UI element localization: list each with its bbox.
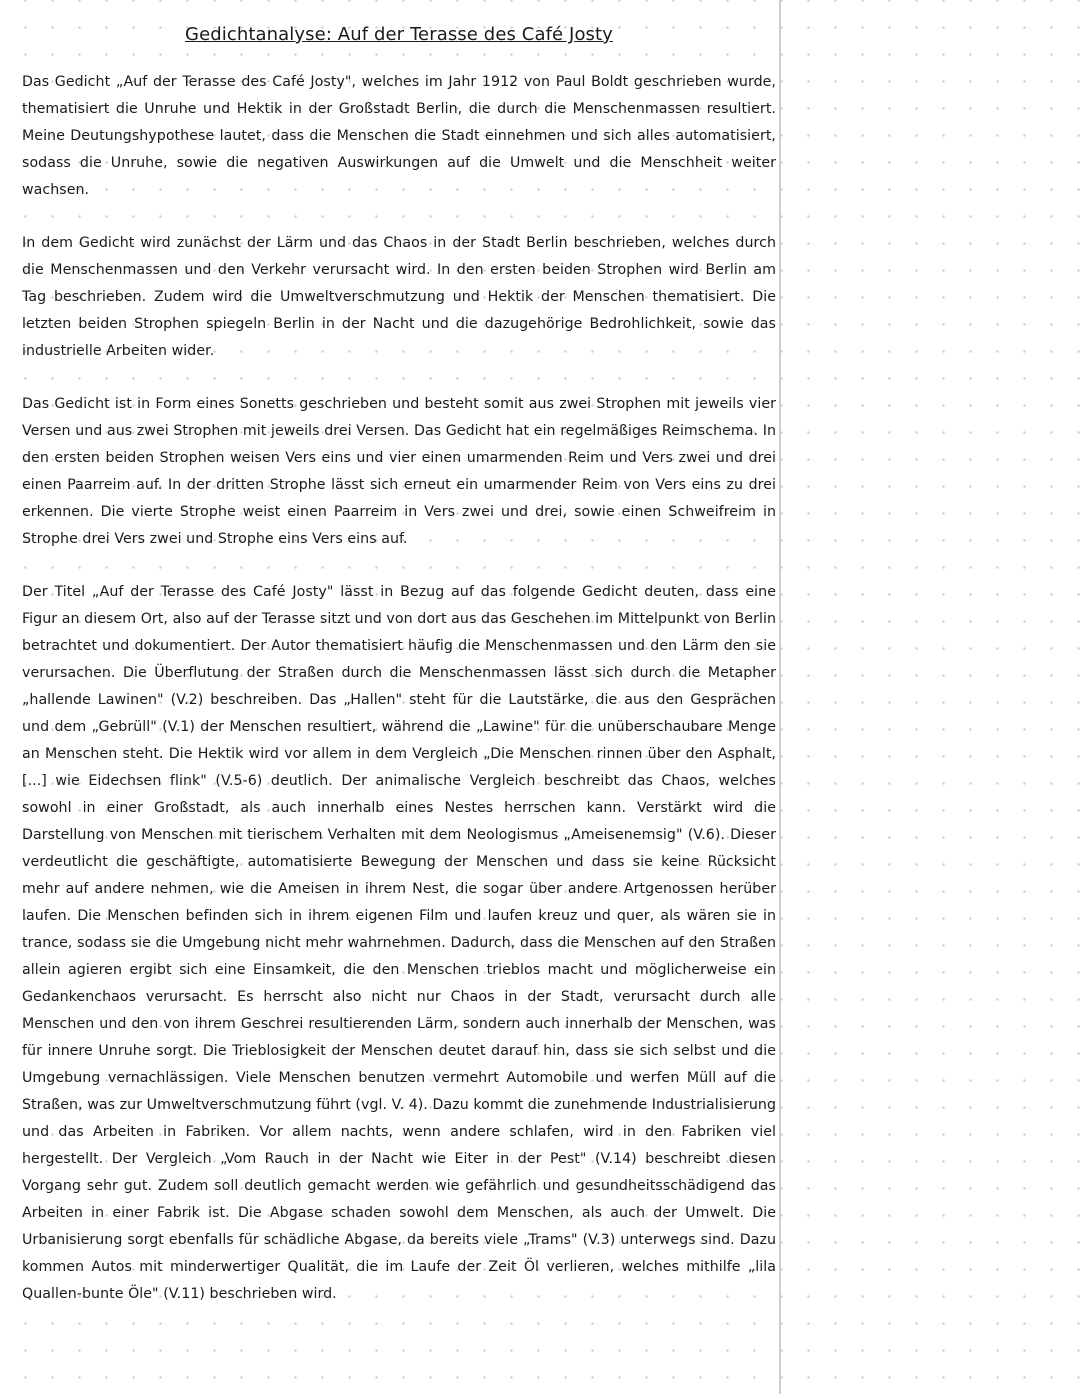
paragraph-introduction: Das Gedicht „Auf der Terasse des Café Josty", welches im Jahr 1912 von Paul Boldt geschrieben wurde, thematisiert die Unruhe und Hektik in der Großstadt Berlin, die durch die Menschenmassen resultiert. Meine Deutungshypothese lautet, dass die Menschen die Stadt einnehmen und sich alles automatisiert, sodass die Unruhe, sowie die negativen Auswirkungen auf die Umwelt und die Menschheit weiter wachsen. [22, 74, 776, 198]
notebook-margin-line [779, 0, 781, 1394]
paragraph-content-summary: In dem Gedicht wird zunächst der Lärm und das Chaos in der Stadt Berlin beschrieben, welches durch die Menschenmassen und den Verkehr verursacht wird. In den ersten beiden Strophen wird Berlin am Tag beschrieben. Zudem wird die Umweltverschmutzung und Hektik der Menschen thematisiert. Die letzten beiden Strophen spiegeln Berlin in der Nacht und die dazugehörige Bedrohlichkeit, sowie das industrielle Arbeiten wider. [22, 235, 776, 359]
page-title: Gedichtanalyse: Auf der Terasse des Café Josty [185, 24, 613, 45]
handwritten-page [22, 20, 776, 1334]
paragraph-form-analysis: Das Gedicht ist in Form eines Sonetts geschrieben und besteht somit aus zwei Strophen mit jeweils vier Versen und aus zwei Strophen mit jeweils drei Versen. Das Gedicht hat ein regelmäßiges Reimschema. In den ersten beiden Strophen weisen Vers eins und vier einen umarmenden Reim und Vers zwei und drei einen Paarreim auf. In der dritten Strophe lässt sich erneut ein umarmender Reim von Vers eins zu drei erkennen. Die vierte Strophe weist einen Paarreim in Vers zwei und drei, sowie einen Schweifreim in Strophe drei Vers zwei und Strophe eins Vers eins auf. [22, 396, 776, 547]
paragraph-interpretation: Der Titel „Auf der Terasse des Café Josty" lässt in Bezug auf das folgende Gedicht deuten, dass eine Figur an diesem Ort, also auf der Terasse sitzt und von dort aus das Geschehen im Mittelpunkt von Berlin betrachtet und dokumentiert. Der Autor thematisiert häufig die Menschenmassen und den Lärm den sie verursachen. Die Überflutung der Straßen durch die Menschenmassen lässt sich durch die Metapher „hallende Lawinen" (V.2) beschreiben. Das „Hallen" steht für die Lautstärke, die aus den Gesprächen und dem „Gebrüll" (V.1) der Menschen resultiert, während die „Lawine" für die unüberschaubare Menge an Menschen steht. Die Hektik wird vor allem in dem Vergleich „Die Menschen rinnen über den Asphalt, [...] wie Eidechsen flink" (V.5-6) deutlich. Der animalische Vergleich beschreibt das Chaos, welches sowohl in einer Großstadt, als auch innerhalb eines Nestes herrschen kann. Verstärkt wird die Darstellung von Menschen mit tierischem Verhalten mit dem Neologismus „Ameisenemsig" (V.6). Dieser verdeutlicht die geschäftigte, automatisierte Bewegung der Menschen und dass sie keine Rücksicht mehr auf andere nehmen, wie die Ameisen in ihrem Nest, die sogar über andere Artgenossen herüber laufen. Die Menschen befinden sich in ihrem eigenen Film und laufen kreuz und quer, als wären sie in trance, sodass sie die Umgebung nicht mehr wahrnehmen. Dadurch, dass die Menschen auf den Straßen allein agieren ergibt sich eine Einsamkeit, die den Menschen trieblos macht und möglicherweise ein Gedankenchaos verursacht. Es herrscht also nicht nur Chaos in der Stadt, verursacht durch alle Menschen und den von ihrem Geschrei resultierenden Lärm, sondern auch innerhalb der Menschen, was für innere Unruhe sorgt. Die Trieblosigkeit der Menschen deutet darauf hin, dass sie sich selbst und die Umgebung vernachlässigen. Viele Menschen benutzen vermehrt Automobile und werfen Müll auf die Straßen, was zur Umweltverschmutzung führt (vgl. V. 4). Dazu kommt die zunehmende Industrialisierung und das Arbeiten in Fabriken. Vor allem nachts, wenn andere schlafen, wird in den Fabriken viel hergestellt. Der Vergleich „Vom Rauch in der Nacht wie Eiter in der Pest" (V.14) beschreibt diesen Vorgang sehr gut. Zudem soll deutlich gemacht werden wie gefährlich und gesundheitsschädigend das Arbeiten in einer Fabrik ist. Die Abgase schaden sowohl dem Menschen, als auch der Umwelt. Die Urbanisierung sorgt ebenfalls für schädliche Abgase, da bereits viele „Trams" (V.3) unterwegs sind. Dazu kommen Autos mit minderwertiger Qualität, die im Laufe der Zeit Öl verlieren, welches mithilfe „lila Quallen-bunte Öle" (V.11) beschrieben wird. [22, 584, 776, 1302]
